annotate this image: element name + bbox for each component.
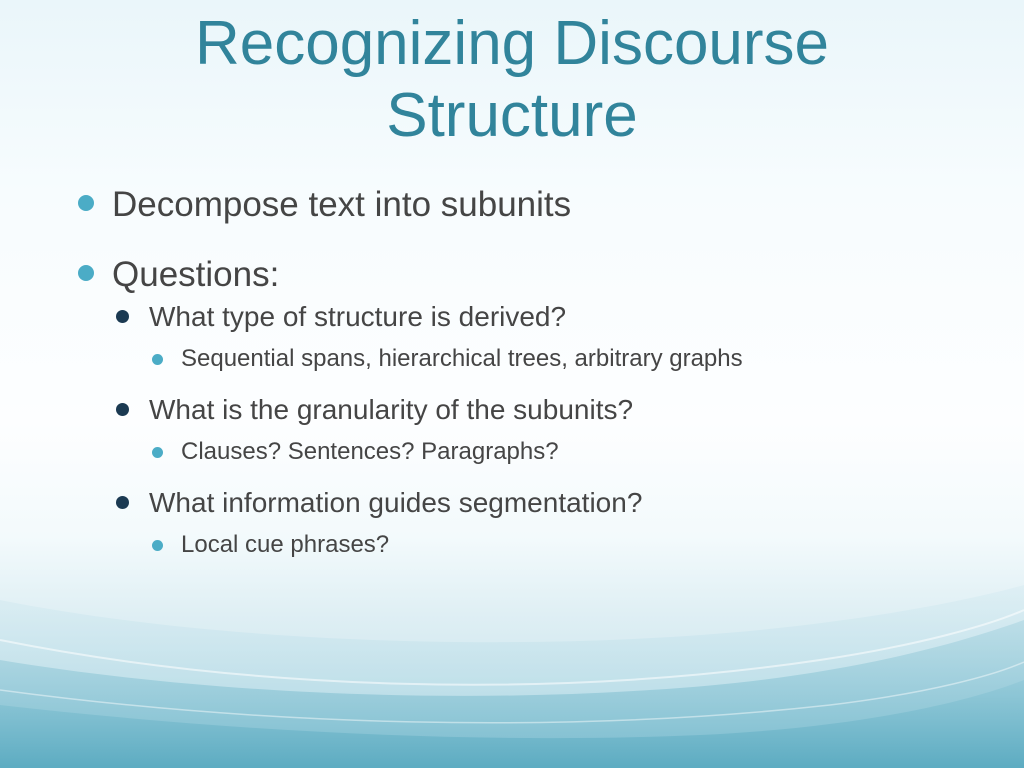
sub-bullet-item — [74, 486, 994, 520]
slide-title-line-1: Recognizing Discourse — [194, 9, 830, 78]
slide-title-line-2: Structure — [386, 81, 638, 150]
bullet-dot-icon — [152, 540, 163, 551]
bullet-text: Decompose text into subunits — [112, 185, 572, 224]
bullet-dot-icon — [78, 265, 94, 281]
sub-bullet-text: What type of structure is derived? — [149, 301, 567, 332]
bullet-item — [74, 183, 994, 227]
sub-bullet-item — [74, 300, 994, 334]
bullet-dot-icon — [116, 403, 129, 416]
sub-bullet-text: What is the granularity of the subunits? — [149, 394, 634, 425]
sub-sub-bullet-text: Local cue phrases? — [181, 531, 390, 558]
bullet-dot-icon — [116, 496, 129, 509]
bullet-dot-icon — [78, 195, 94, 211]
bullet-item — [74, 253, 994, 297]
sub-sub-bullet-item — [74, 344, 994, 374]
bullet-text: Questions: — [112, 255, 280, 294]
sub-bullet-text: What information guides segmentation? — [149, 487, 643, 518]
sub-sub-bullet-text: Sequential spans, hierarchical trees, arbitrary graphs — [181, 345, 743, 372]
sub-sub-bullet-text: Clauses? Sentences? Paragraphs? — [181, 438, 559, 465]
bullet-dot-icon — [152, 354, 163, 365]
sub-bullet-item — [74, 393, 994, 427]
bullet-dot-icon — [152, 447, 163, 458]
bullet-dot-icon — [116, 310, 129, 323]
sub-sub-bullet-item — [74, 530, 994, 560]
slide-content — [74, 183, 994, 560]
sub-sub-bullet-item — [74, 437, 994, 467]
slide-title — [0, 8, 1024, 152]
